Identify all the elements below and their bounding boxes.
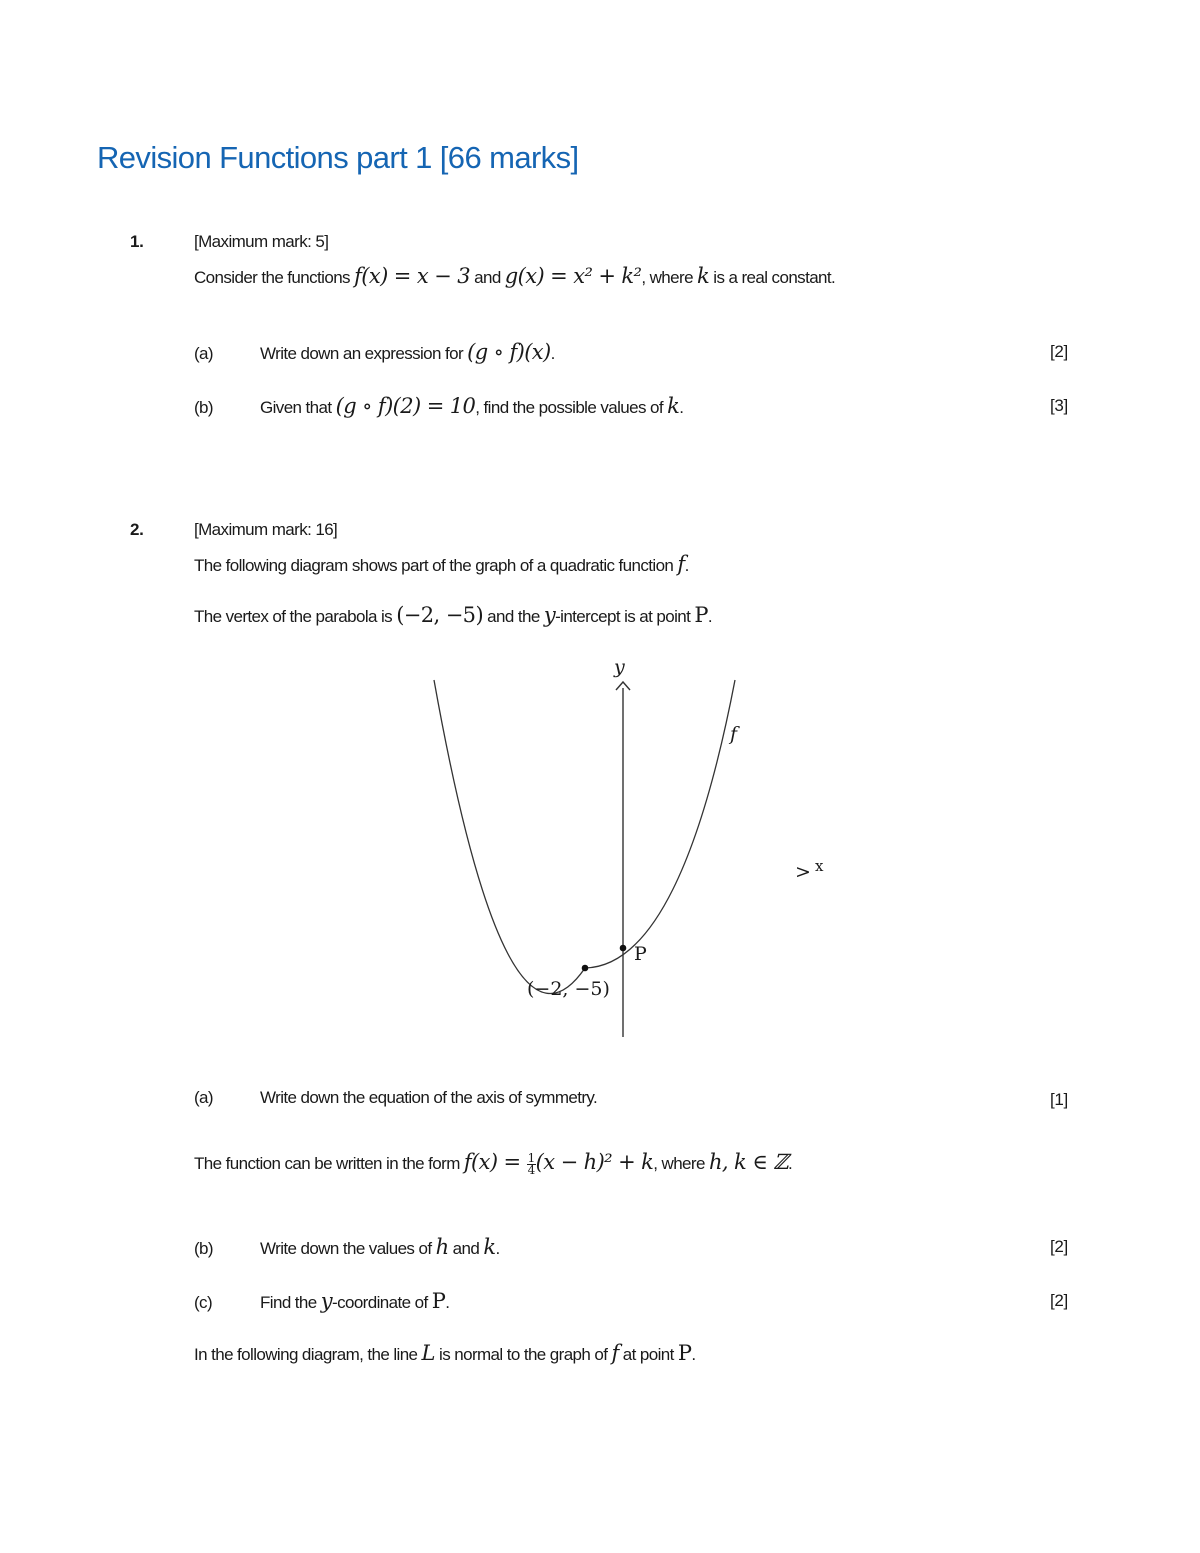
- function-g-definition: g(x) = x² + k²: [504, 264, 642, 288]
- part-text: Write down the equation of the axis of symmetry.: [260, 1088, 598, 1107]
- part-label: (b): [194, 1239, 213, 1258]
- intro-text: is a real constant.: [709, 268, 836, 287]
- math-f: f: [677, 552, 685, 576]
- punctuation: .: [550, 344, 555, 363]
- function-f-form: f(x) =: [463, 1150, 527, 1174]
- point-P: [620, 945, 627, 952]
- math-P: P: [431, 1289, 446, 1313]
- question-2-form: [194, 1150, 792, 1176]
- math-P: P: [694, 603, 708, 627]
- math-P: P: [677, 1341, 692, 1365]
- line-text: The following diagram shows part of the graph of a quadratic function: [194, 556, 678, 575]
- part-text: -coordinate of: [332, 1293, 432, 1312]
- punctuation: .: [707, 607, 713, 626]
- part-text: Find the: [260, 1293, 321, 1312]
- question-2-max-mark: [Maximum mark: 16]: [194, 520, 338, 539]
- line-text: The function can be written in the form: [194, 1154, 464, 1173]
- page-title: Revision Functions part 1 [66 marks]: [97, 140, 579, 175]
- vertex-coordinates: (−2, −5): [396, 603, 484, 627]
- fraction-numerator: 1: [527, 1151, 535, 1166]
- punctuation: .: [445, 1293, 450, 1312]
- line-text: In the following diagram, the line: [194, 1345, 422, 1364]
- part-label: (c): [194, 1293, 213, 1312]
- intro-text: , where: [641, 268, 698, 287]
- parabola-curve: [434, 680, 735, 994]
- math-f: f: [611, 1341, 619, 1365]
- vertex-point: [582, 965, 589, 972]
- part-label: (b): [194, 398, 213, 417]
- question-2b-marks: [2]: [1049, 1237, 1068, 1256]
- question-1a-marks: [2]: [1049, 342, 1068, 361]
- math-k: k: [667, 394, 680, 418]
- question-2-normal-line: [194, 1341, 696, 1365]
- question-2-number: 2.: [130, 520, 144, 539]
- punctuation: .: [679, 398, 684, 417]
- composite-equation: (g ∘ f)(2) = 10: [335, 394, 476, 418]
- question-1-number: 1.: [130, 232, 144, 251]
- x-axis-label: x: [815, 857, 824, 875]
- math-L: L: [421, 1341, 435, 1365]
- line-text: and the: [483, 607, 544, 626]
- part-text: , find the possible values of: [475, 398, 668, 417]
- question-2a: [194, 1088, 597, 1108]
- x-axis-arrow: >: [795, 861, 811, 883]
- curve-label-f: f: [730, 723, 738, 745]
- math-k: k: [483, 1235, 496, 1259]
- composite-expression: (g ∘ f)(x): [467, 340, 551, 364]
- part-label: (a): [194, 1088, 213, 1107]
- question-1b-marks: [3]: [1049, 396, 1068, 415]
- vertex-label: (−2, −5): [527, 978, 610, 1000]
- line-text: is normal to the graph of: [434, 1345, 612, 1364]
- fraction-denominator: 4: [527, 1163, 535, 1178]
- part-label: (a): [194, 344, 213, 363]
- line-text: -intercept is at point: [555, 607, 695, 626]
- intro-text: and: [469, 268, 505, 287]
- math-k: k: [697, 264, 710, 288]
- vertex-form-expression: (x − h)² + k: [535, 1150, 654, 1174]
- line-text: , where: [653, 1154, 709, 1173]
- part-text: Write down the values of: [260, 1239, 436, 1258]
- math-y: y: [543, 603, 556, 627]
- y-axis-label: y: [614, 656, 625, 678]
- point-P-label: P: [634, 943, 647, 965]
- question-2a-marks: [1]: [1049, 1090, 1068, 1109]
- punctuation: .: [691, 1345, 696, 1364]
- question-1-max-mark: [Maximum mark: 5]: [194, 232, 329, 251]
- line-text: at point: [618, 1345, 678, 1364]
- punctuation: .: [495, 1239, 500, 1258]
- punctuation: .: [684, 556, 689, 575]
- part-text: Write down an expression for: [260, 344, 468, 363]
- question-2b: [194, 1235, 500, 1259]
- math-h: h: [435, 1235, 449, 1259]
- punctuation: .: [787, 1154, 793, 1173]
- fraction-one-quarter: [527, 1153, 536, 1176]
- question-2c-marks: [2]: [1049, 1291, 1068, 1310]
- integer-condition: h, k ∈ ℤ: [708, 1150, 788, 1174]
- intro-text: Consider the functions: [194, 268, 355, 287]
- part-text: and: [448, 1239, 484, 1258]
- question-2c: [194, 1289, 449, 1313]
- math-y: y: [320, 1289, 333, 1313]
- function-f-definition: f(x) = x − 3: [354, 264, 470, 288]
- line-text: The vertex of the parabola is: [194, 607, 397, 626]
- part-text: Given that: [260, 398, 336, 417]
